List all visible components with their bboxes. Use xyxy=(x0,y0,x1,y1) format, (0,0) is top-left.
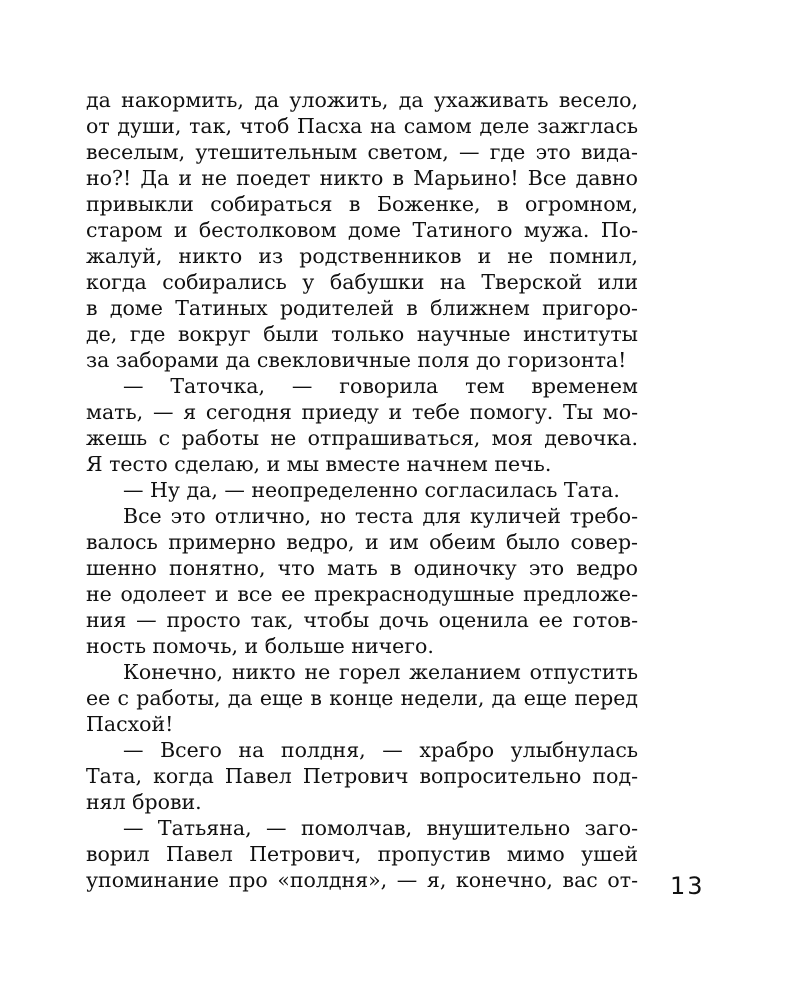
body-text xyxy=(86,87,638,893)
text-line: веселым, утешительным светом, — где это вида- xyxy=(86,140,638,164)
text-line: — Таточка, — говорила тем временем xyxy=(123,374,638,398)
text-line: от души, так, чтоб Пасха на самом деле зажглась xyxy=(86,114,638,138)
text-line: нял брови. xyxy=(86,790,202,814)
text-line: за заборами да свекловичные поля до горизонта! xyxy=(86,348,627,372)
text-line: — Всего на полдня, — храбро улыбнулась xyxy=(123,738,638,762)
text-line: — Ну да, — неопределенно согласилась Тата. xyxy=(123,478,620,502)
text-line: шенно понятно, что мать в одиночку это ведро xyxy=(86,556,638,580)
text-line: ворил Павел Петрович, пропустив мимо ушей xyxy=(86,842,638,866)
text-line: де, где вокруг были только научные институты xyxy=(86,322,638,346)
text-line: не одолеет и все ее прекраснодушные предложе- xyxy=(86,582,638,606)
text-line: в доме Татиных родителей в ближнем пригоро- xyxy=(86,296,638,320)
text-line: валось примерно ведро, и им обеим было совер- xyxy=(86,530,638,554)
text-line: старом и бестолковом доме Татиного мужа. По- xyxy=(86,218,638,242)
text-line: Я тесто сделаю, и мы вместе начнем печь. xyxy=(86,452,552,476)
text-line: жалуй, никто из родственников и не помнил, xyxy=(86,244,638,268)
text-line: ность помочь, и больше ничего. xyxy=(86,634,434,658)
text-line: Конечно, никто не горел желанием отпустить xyxy=(123,660,638,684)
text-line: но?! Да и не поедет никто в Марьино! Все давно xyxy=(86,166,638,190)
text-line: Пасхой! xyxy=(86,712,174,736)
text-line: когда собирались у бабушки на Тверской или xyxy=(86,270,638,294)
text-line: да накормить, да уложить, да ухаживать весело, xyxy=(86,88,638,112)
text-line: — Татьяна, — помолчав, внушительно заго- xyxy=(123,816,638,840)
text-line: ния — просто так, чтобы дочь оценила ее готов- xyxy=(86,608,638,632)
page-number: 13 xyxy=(670,872,705,900)
text-line: Тата, когда Павел Петрович вопросительно под- xyxy=(86,764,638,788)
text-line: мать, — я сегодня приеду и тебе помогу. Ты мо- xyxy=(86,400,638,424)
text-line: Все это отлично, но теста для куличей требо- xyxy=(123,504,638,528)
text-line: привыкли собираться в Боженке, в огромном, xyxy=(86,192,638,216)
text-line: жешь с работы не отпрашиваться, моя девочка. xyxy=(86,426,638,450)
text-line: ее с работы, да еще в конце недели, да еще перед xyxy=(86,686,638,710)
text-line: упоминание про «полдня», — я, конечно, вас от- xyxy=(86,868,638,892)
